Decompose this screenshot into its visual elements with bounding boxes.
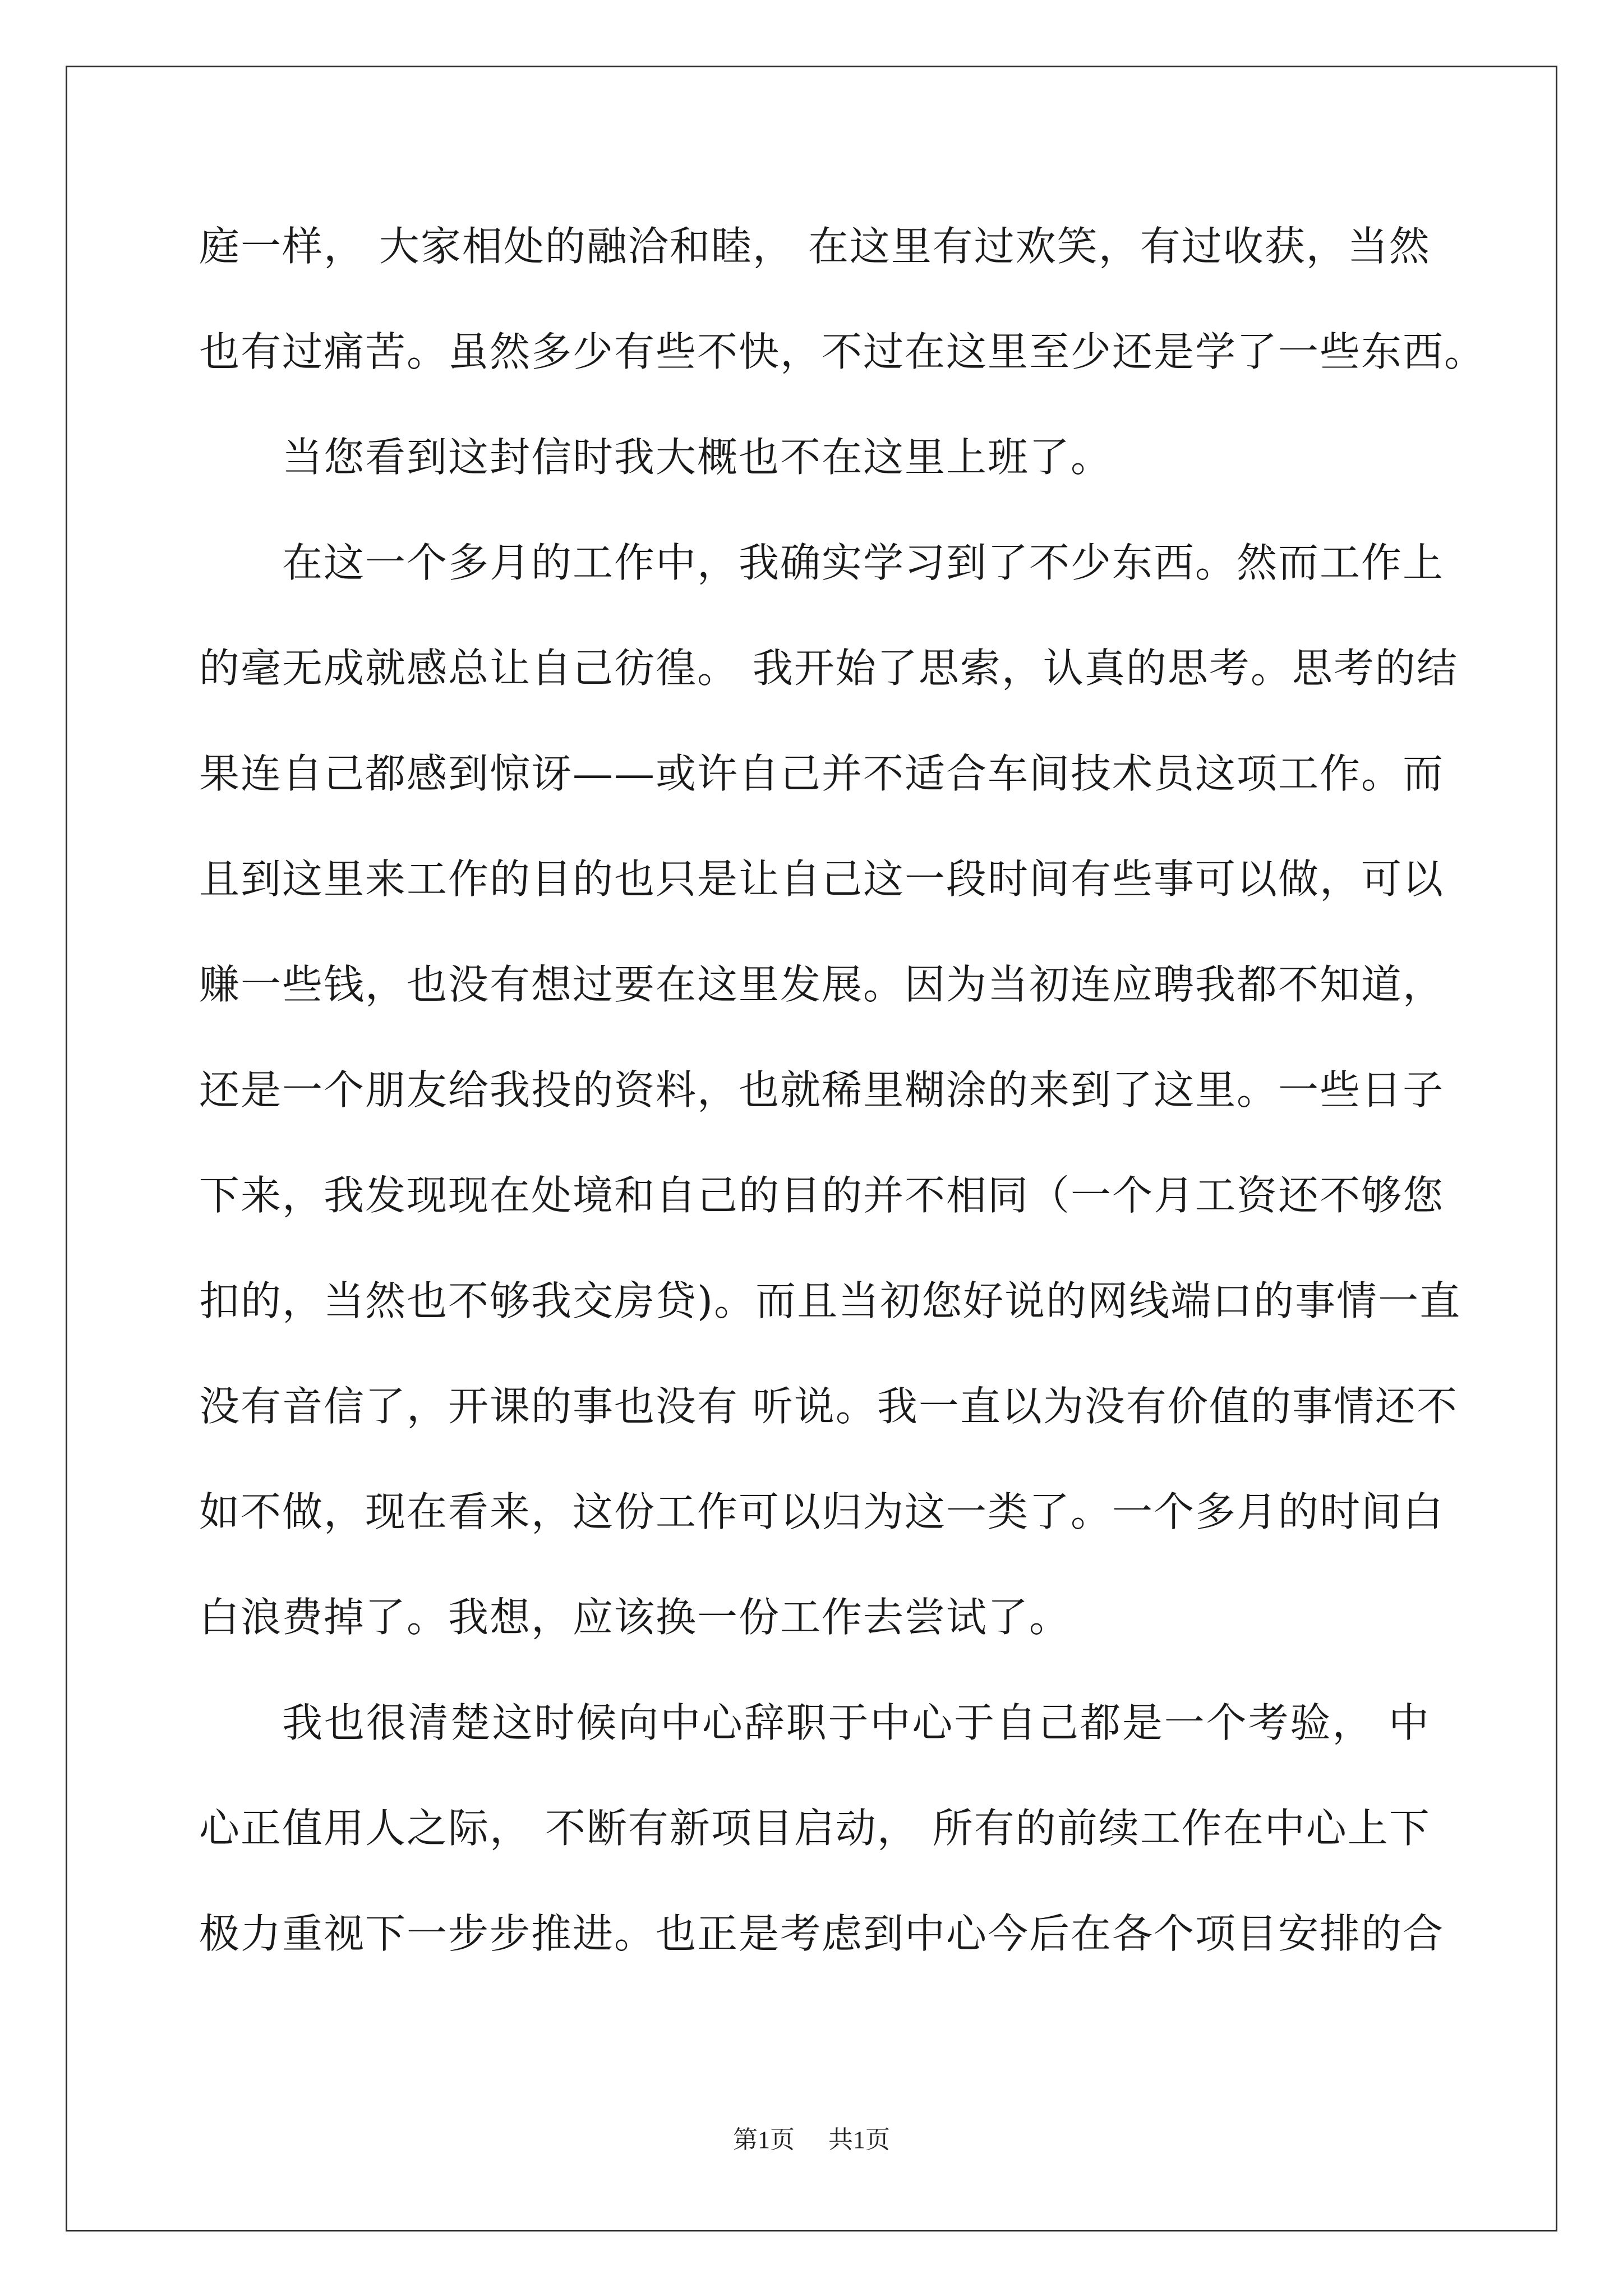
text-line: 如不做，现在看来，这份工作可以归为这一类了。一个多月的时间白 (199, 1488, 1445, 1535)
text-line: 没有音信了，开课的事也没有 听说。我一直以为没有价值的事情还不 (199, 1383, 1458, 1430)
text-line: 的毫无成就感总让自己彷徨。 我开始了思索，认真的思考。思考的结 (199, 645, 1458, 692)
text-line: 白浪费掉了。我想，应该换一份工作去尝试了。 (199, 1594, 1071, 1641)
text-line: 且到这里来工作的目的也只是让自己这一段时间有些事可以做，可以 (199, 855, 1445, 903)
text-line: 我也很清楚这时候向中心辞职于中心于自己都是一个考验， 中 (282, 1699, 1430, 1746)
text-line: 极力重视下一步步推进。也正是考虑到中心今后在各个项目安排的合 (199, 1910, 1445, 1957)
document-body (199, 194, 1486, 1986)
text-line: 在这一个多月的工作中，我确实学习到了不少东西。然而工作上 (282, 539, 1445, 586)
text-line: 还是一个朋友给我投的资料，也就稀里糊涂的来到了这里。一些日子 (199, 1066, 1445, 1114)
text-line: 心正值用人之际， 不断有新项目启动， 所有的前续工作在中心上下 (199, 1805, 1431, 1852)
text-line: 赚一些钱，也没有想过要在这里发展。因为当初连应聘我都不知道， (199, 961, 1445, 1008)
page-footer (0, 2123, 1623, 2157)
text-line: 当您看到这封信时我大概也不在这里上班了。 (282, 434, 1113, 481)
text-line: 也有过痛苦。虽然多少有些不快，不过在这里至少还是学了一些东西。 (199, 328, 1486, 375)
text-line: 下来，我发现现在处境和自己的目的并不相同（一个月工资还不够您 (199, 1172, 1445, 1219)
text-line: 果连自己都感到惊讶——或许自己并不适合车间技术员这项工作。而 (199, 750, 1445, 797)
page-number: 第1页 (733, 2126, 795, 2154)
text-line: 庭一样， 大家相处的融洽和睦， 在这里有过欢笑，有过收获，当然 (199, 223, 1431, 270)
text-line: 扣的，当然也不够我交房贷)。而且当初您好说的网线端口的事情一直 (199, 1277, 1461, 1324)
page-total: 共1页 (828, 2126, 890, 2154)
